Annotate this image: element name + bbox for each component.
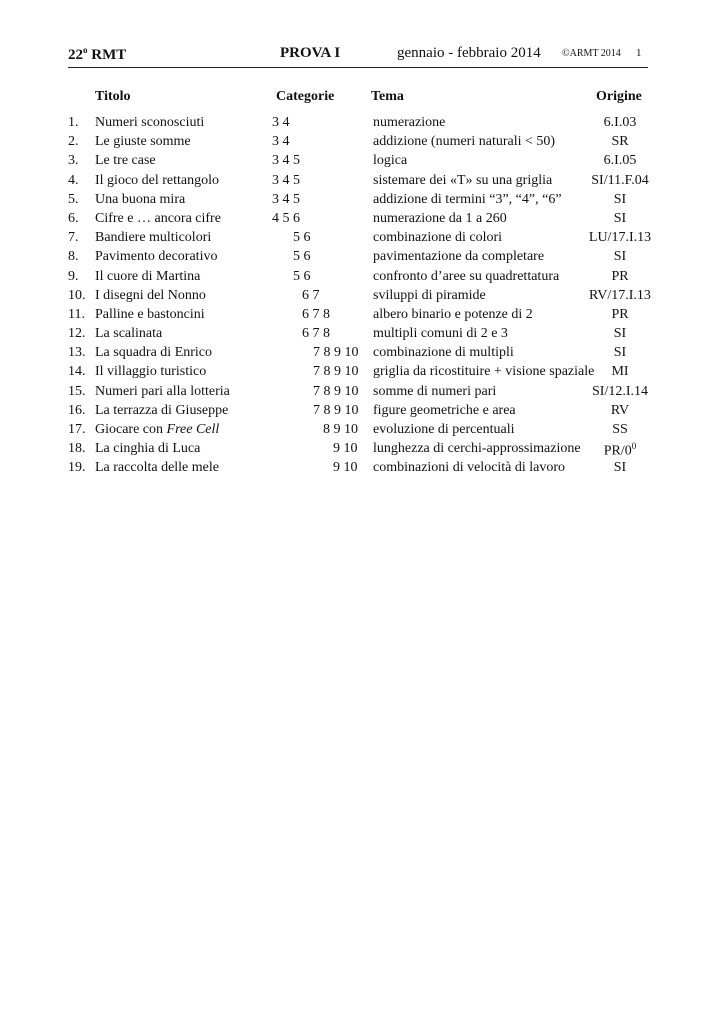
problem-title [95, 173, 219, 189]
page-number: 1 [636, 47, 642, 59]
problem-title-text: I disegni del Nonno [95, 287, 206, 303]
header-edition-sup: o [83, 45, 88, 55]
column-header-title: Titolo [95, 89, 131, 104]
problem-title-text: Numeri pari alla lotteria [95, 383, 230, 399]
problem-origin [560, 441, 680, 460]
problem-theme: numerazione da 1 a 260 [373, 210, 507, 226]
problem-categories: 9 10 [333, 460, 358, 476]
table-row [0, 403, 725, 422]
problem-title [95, 326, 162, 342]
problem-theme: sviluppi di piramide [373, 287, 486, 303]
problem-title [95, 192, 185, 208]
problem-categories: 6 7 [302, 287, 320, 303]
problem-title-text: La cinghia di Luca [95, 441, 201, 457]
table-row [0, 441, 725, 460]
problem-title-text: Numeri sconosciuti [95, 115, 205, 130]
header-rmt [68, 45, 126, 64]
problem-title [95, 249, 217, 265]
table-row [0, 384, 725, 403]
problem-theme: sistemare dei «T» su una griglia [373, 172, 553, 188]
problem-number: 10. [68, 287, 86, 303]
problem-theme: combinazione di multipli [373, 345, 514, 361]
problem-origin: SI [613, 460, 627, 476]
table-row [0, 211, 725, 230]
header-rmt-label: RMT [91, 47, 127, 63]
problem-theme: combinazioni di velocità di lavoro [373, 460, 566, 476]
header-copyright: ©ARMT 2014 [562, 48, 621, 59]
problem-theme: griglia da ricostituire + visione spaziale [373, 364, 595, 380]
page-header [68, 45, 648, 68]
problem-title [95, 153, 156, 169]
problem-theme: numerazione [373, 115, 446, 130]
problem-origin: SI [613, 249, 627, 265]
problem-title [95, 230, 211, 246]
table-row [0, 115, 725, 134]
problem-title [95, 364, 206, 380]
problem-theme: albero binario e potenze di 2 [373, 306, 533, 322]
problem-categories: 8 9 10 [323, 422, 358, 437]
problem-categories: 6 7 8 [302, 326, 330, 342]
problem-theme: addizione (numeri naturali < 50) [373, 134, 556, 150]
problem-number: 8. [68, 249, 79, 265]
problem-number: 1. [68, 115, 79, 130]
table-row [0, 460, 725, 479]
problem-theme: pavimentazione da completare [373, 249, 545, 265]
problem-categories: 7 8 9 10 [313, 364, 359, 380]
problem-origin: SI/12.I.14 [592, 383, 648, 399]
column-header-origin: Origine [596, 89, 642, 104]
problem-title [95, 211, 221, 227]
problem-theme: logica [373, 153, 408, 169]
problem-number: 5. [68, 191, 79, 207]
problem-categories: 5 6 [293, 268, 311, 284]
problem-origin: RV/17.I.13 [589, 287, 651, 303]
problem-title [95, 134, 191, 150]
problem-title-text: La raccolta delle mele [95, 460, 219, 476]
problem-categories: 7 8 9 10 [313, 345, 359, 361]
problem-number: 9. [68, 268, 79, 284]
table-row [0, 173, 725, 192]
problem-title [95, 403, 228, 419]
problem-title-text: Giocare con [95, 422, 167, 437]
problem-title [95, 384, 230, 400]
problem-origin: SI [613, 345, 627, 361]
column-header-categories: Categorie [276, 89, 335, 104]
problem-title-text: Pavimento decorativo [95, 249, 218, 265]
problem-categories: 5 6 [293, 230, 311, 246]
problem-origin: 6.I.03 [603, 115, 637, 130]
problem-number: 19. [68, 460, 86, 476]
problem-number: 11. [68, 306, 85, 322]
problem-number: 17. [68, 422, 86, 437]
problem-number: 4. [68, 172, 79, 188]
problem-title-italic: Free Cell [166, 422, 220, 437]
problem-title-text: La squadra di Enrico [95, 345, 213, 361]
problem-number: 3. [68, 153, 79, 169]
problem-origin: PR [611, 306, 629, 322]
problem-origin: SS [612, 422, 628, 437]
problem-number: 13. [68, 345, 86, 361]
problem-title-text: La scalinata [95, 326, 163, 342]
problem-origin: PR [611, 268, 629, 284]
table-row [0, 288, 725, 307]
problem-theme: lunghezza di cerchi-approssimazione [373, 441, 581, 457]
problem-categories: 5 6 [293, 249, 311, 265]
problem-origin-text: PR/0 [603, 443, 632, 459]
problem-title [95, 269, 200, 285]
problem-theme: addizione di termini “3”, “4”, “6” [373, 191, 562, 207]
problem-theme: multipli comuni di 2 e 3 [373, 326, 508, 342]
header-prova: PROVA I [280, 45, 341, 61]
problem-theme: somme di numeri pari [373, 383, 497, 399]
problem-number: 15. [68, 383, 86, 399]
problem-number: 16. [68, 402, 86, 418]
problem-number: 7. [68, 230, 79, 246]
header-edition: 22 [68, 47, 83, 63]
problem-list [0, 115, 725, 480]
problem-theme: evoluzione di percentuali [373, 422, 515, 437]
problem-theme: combinazione di colori [373, 230, 503, 246]
table-row [0, 230, 725, 249]
problem-categories: 3 4 5 [272, 191, 300, 207]
problem-title [95, 345, 212, 361]
problem-categories: 9 10 [333, 441, 358, 457]
problem-title-text: Il villaggio turistico [95, 364, 207, 380]
problem-categories: 3 4 5 [272, 172, 300, 188]
problem-origin: SI [613, 210, 627, 226]
table-row [0, 307, 725, 326]
problem-title-text: Il gioco del rettangolo [95, 172, 220, 188]
table-row [0, 249, 725, 268]
problem-categories: 7 8 9 10 [313, 383, 359, 399]
problem-theme: confronto d’aree su quadrettatura [373, 268, 560, 284]
table-row [0, 134, 725, 153]
problem-categories: 3 4 5 [272, 153, 300, 169]
table-row [0, 345, 725, 364]
problem-title-text: Palline e bastoncini [95, 306, 205, 322]
problem-categories: 4 5 6 [272, 210, 300, 226]
problem-origin: SI [613, 326, 627, 342]
problem-title-text: La terrazza di Giuseppe [95, 402, 229, 418]
column-header-theme: Tema [371, 89, 404, 104]
problem-categories: 6 7 8 [302, 306, 330, 322]
problem-title [95, 115, 204, 131]
problem-categories: 3 4 [272, 134, 290, 150]
problem-title-text: Una buona mira [95, 191, 186, 207]
problem-origin: MI [611, 364, 629, 380]
problem-number: 2. [68, 134, 79, 150]
header-date: gennaio - febbraio 2014 [397, 45, 541, 61]
table-row [0, 422, 725, 441]
problem-title [95, 441, 200, 457]
table-row [0, 192, 725, 211]
problem-origin: SI/11.F.04 [591, 172, 649, 188]
problem-number: 18. [68, 441, 86, 457]
problem-theme: figure geometriche e area [373, 402, 516, 418]
problem-title [95, 422, 219, 438]
problem-title-text: Cifre e … ancora cifre [95, 210, 221, 226]
problem-title-text: Il cuore di Martina [95, 268, 201, 284]
problem-number: 6. [68, 210, 79, 226]
problem-categories: 3 4 [272, 115, 290, 130]
table-row [0, 269, 725, 288]
problem-number: 14. [68, 364, 86, 380]
problem-categories: 7 8 9 10 [313, 402, 359, 418]
table-row [0, 326, 725, 345]
table-row [0, 153, 725, 172]
problem-number: 12. [68, 326, 86, 342]
problem-origin: SI [613, 191, 627, 207]
problem-origin: 6.I.05 [603, 153, 637, 169]
problem-title [95, 288, 206, 304]
problem-title-text: Bandiere multicolori [95, 230, 212, 246]
problem-origin-sup: 0 [631, 441, 637, 452]
problem-origin: SR [611, 134, 629, 150]
problem-title [95, 307, 205, 323]
problem-title-text: Le tre case [95, 153, 156, 169]
problem-origin: RV [610, 402, 630, 418]
table-row [0, 364, 725, 383]
problem-title [95, 460, 219, 476]
problem-origin: LU/17.I.13 [588, 230, 652, 246]
problem-title-text: Le giuste somme [95, 134, 191, 150]
